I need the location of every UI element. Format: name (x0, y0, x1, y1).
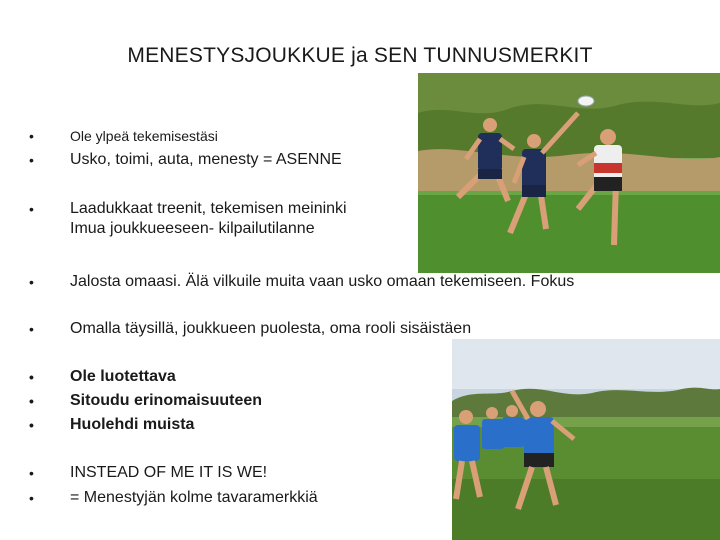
bullet-text: Sitoudu erinomaisuuteen (70, 392, 263, 409)
bullet-item (29, 319, 472, 339)
bullet-icon: • (29, 369, 34, 385)
bullet-item (29, 126, 218, 146)
bullet-text: Jalosta omaasi. Älä vilkuile muita vaan usko omaan tekemiseen. Fokus (70, 273, 575, 290)
bullet-text: Ole ylpeä tekemisestäsi (70, 128, 218, 144)
bullet-item (29, 272, 575, 292)
bullet-icon: • (29, 490, 34, 506)
ultimate-frisbee-team-photo (452, 339, 720, 540)
bullet-item (29, 199, 347, 239)
ultimate-frisbee-photo (418, 73, 720, 273)
bullet-text: Huolehdi muista (70, 416, 195, 433)
bullet-item (29, 415, 195, 435)
bullet-icon: • (29, 201, 34, 217)
bullet-text: = Menestyjän kolme tavaramerkkiä (70, 489, 318, 506)
bullet-text: INSTEAD OF ME IT IS WE! (70, 464, 268, 481)
slide-title: MENESTYSJOUKKUE ja SEN TUNNUSMERKIT (127, 44, 593, 67)
bullet-icon: • (29, 152, 34, 168)
bullet-text: Omalla täysillä, joukkueen puolesta, oma rooli sisäistäen (70, 320, 472, 337)
bullet-icon: • (29, 417, 34, 433)
bullet-item (29, 150, 342, 170)
bullet-icon: • (29, 128, 34, 144)
bullet-text: Laadukkaat treenit, tekemisen meininki (70, 200, 347, 217)
bullet-icon: • (29, 274, 34, 290)
bullet-text-continued: Imua joukkueeseen- kilpailutilanne (70, 220, 315, 237)
bullet-icon: • (29, 393, 34, 409)
bullet-icon: • (29, 321, 34, 337)
bullet-item (29, 391, 263, 411)
bullet-item (29, 488, 318, 508)
bullet-item (29, 463, 268, 483)
bullet-text: Usko, toimi, auta, menesty = ASENNE (70, 151, 342, 168)
bullet-icon: • (29, 465, 34, 481)
bullet-text: Ole luotettava (70, 368, 176, 385)
bullet-item (29, 367, 176, 387)
